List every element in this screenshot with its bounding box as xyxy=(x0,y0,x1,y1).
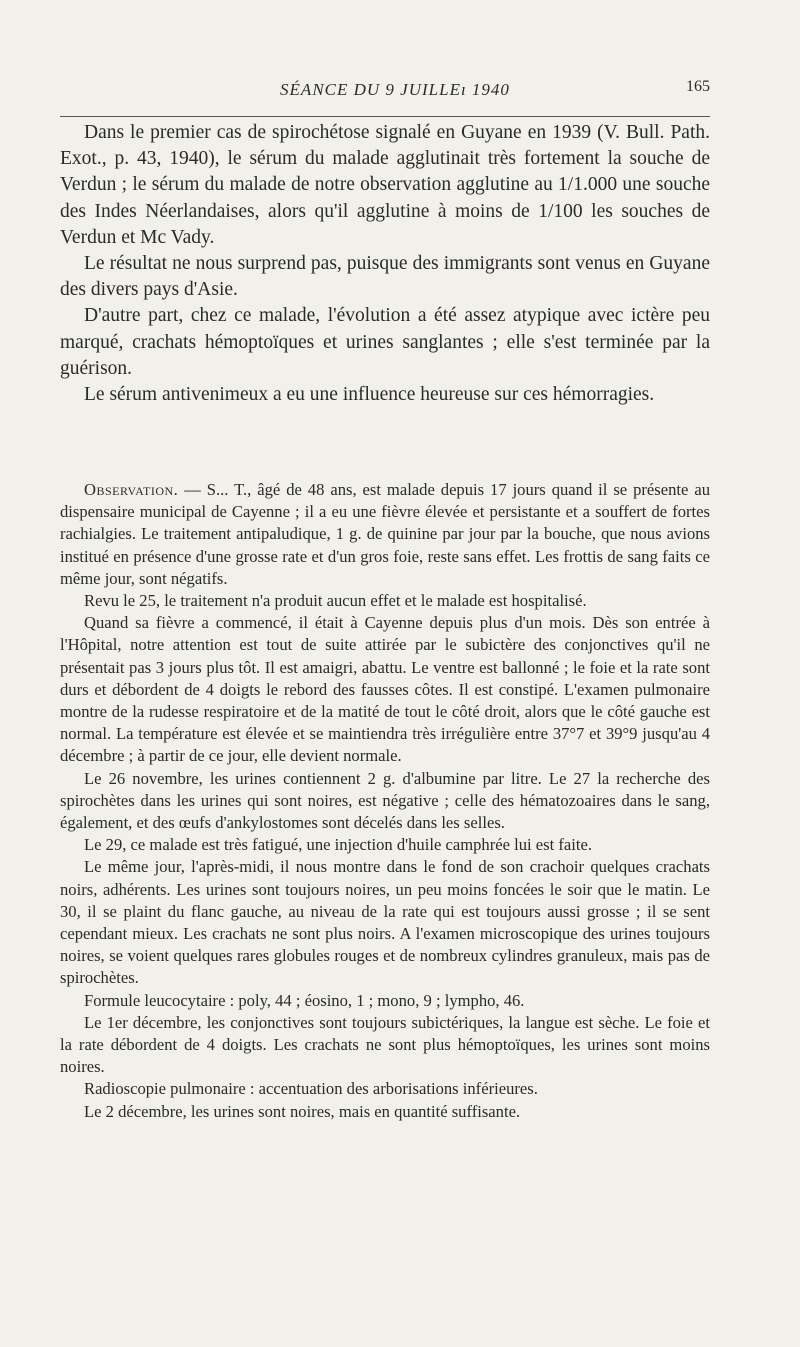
running-title: SÉANCE DU 9 JUILLEı 1940 xyxy=(280,80,510,99)
observation-paragraph: Le même jour, l'après-midi, il nous montre dans le fond de son crachoir quelques crachats noirs, adhérents. Les urines sont toujours noires, un peu moins foncées le soir que le matin. Le 30, il se plaint du flanc gauche, au niveau de la rate qui est toujours aussi grosse ; il se sent cependant mieux. Les crachats ne sont plus noirs. A l'examen microscopique des urines toujours noires, se voient quelques rares globules rouges et de nombreux cylindres granuleux, mais pas de spirochètes. xyxy=(60,857,710,988)
page-header xyxy=(80,78,710,108)
observation-paragraph: Le 29, ce malade est très fatigué, une injection d'huile camphrée lui est faite. xyxy=(84,835,592,855)
observation-paragraph xyxy=(60,479,710,590)
paragraph: D'autre part, chez ce malade, l'évolution a été assez atypique avec ictère peu marqué, crachats hémoptoïques et urines sanglantes ; elle s'est terminée par la guérison. xyxy=(60,305,710,379)
page-number: 165 xyxy=(686,78,710,95)
header-rule xyxy=(60,116,710,117)
main-text xyxy=(60,120,710,408)
paragraph: Dans le premier cas de spirochétose signalé en Guyane en 1939 (V. Bull. Path. Exot., p. 43, 1940), le sérum du malade agglutinait très fortement la souche de Verdun ; le sérum du malade de notre observation agglutine au 1/1.000 une souche des Indes Néerlandaises, alors qu'il agglutine à moins de 1/100 les souches de Verdun et Mc Vady. xyxy=(60,122,710,248)
observation-paragraph: Revu le 25, le traitement n'a produit aucun effet et le malade est hospitalisé. xyxy=(84,591,587,611)
observation-paragraph: Le 2 décembre, les urines sont noires, mais en quantité suffisante. xyxy=(84,1101,521,1121)
observation-section xyxy=(60,479,710,1123)
observation-intro: — S... T., âgé de 48 ans, est malade depuis 17 jours quand il se présente au dispensaire municipal de Cayenne ; il a eu une fièvre élevée et persistante et a souffert de fortes rachialgies. Le traitement antipaludique, 1 g. de quinine par jour par la bouche, que nous avions institué en présence d'une grosse rate et d'un gros foie, reste sans effet. Les frottis de sang faits ce même jour, sont négatifs. xyxy=(60,480,710,588)
paragraph: Le sérum antivenimeux a eu une influence heureuse sur ces hémorragies. xyxy=(84,384,655,406)
observation-paragraph: Quand sa fièvre a commencé, il était à Cayenne depuis plus d'un mois. Dès son entrée à l'Hôpital, notre attention est tout de suite attirée par le subictère des conjonctives qu'il ne présentait pas 3 jours plus tôt. Il est amaigri, abattu. Le ventre est ballonné ; le foie et la rate sont durs et débordent de 4 doigts le rebord des fausses côtes. Il est constipé. L'examen pulmonaire montre de la rudesse respiratoire et de la matité de tout le côté droit, alors que le côté gauche est normal. La température est élevée et se maintiendra très irrégulière entre 37°7 et 39°9 jusqu'au 4 décembre ; à partir de ce jour, elle devient normale. xyxy=(60,613,710,766)
observation-paragraph: Le 1er décembre, les conjonctives sont toujours subictériques, la langue est sèche. Le foie et la rate débordent de 4 doigts. Les crachats ne sont plus hémoptoïques, les urines sont moins noires. xyxy=(60,1012,710,1077)
observation-heading: Observation. xyxy=(84,480,179,499)
observation-paragraph: Formule leucocytaire : poly, 44 ; éosino, 1 ; mono, 9 ; lympho, 46. xyxy=(84,990,525,1010)
paragraph: Le résultat ne nous surprend pas, puisque des immigrants sont venus en Guyane des divers pays d'Asie. xyxy=(60,253,710,301)
observation-paragraph: Radioscopie pulmonaire : accentuation des arborisations inférieures. xyxy=(84,1079,538,1099)
observation-paragraph: Le 26 novembre, les urines contiennent 2 g. d'albumine par litre. Le 27 la recherche des spirochètes dans les urines qui sont noires, est négative ; celle des hématozoaires dans le sang, également, et des œufs d'ankylostomes sont décelés dans les selles. xyxy=(60,768,710,833)
